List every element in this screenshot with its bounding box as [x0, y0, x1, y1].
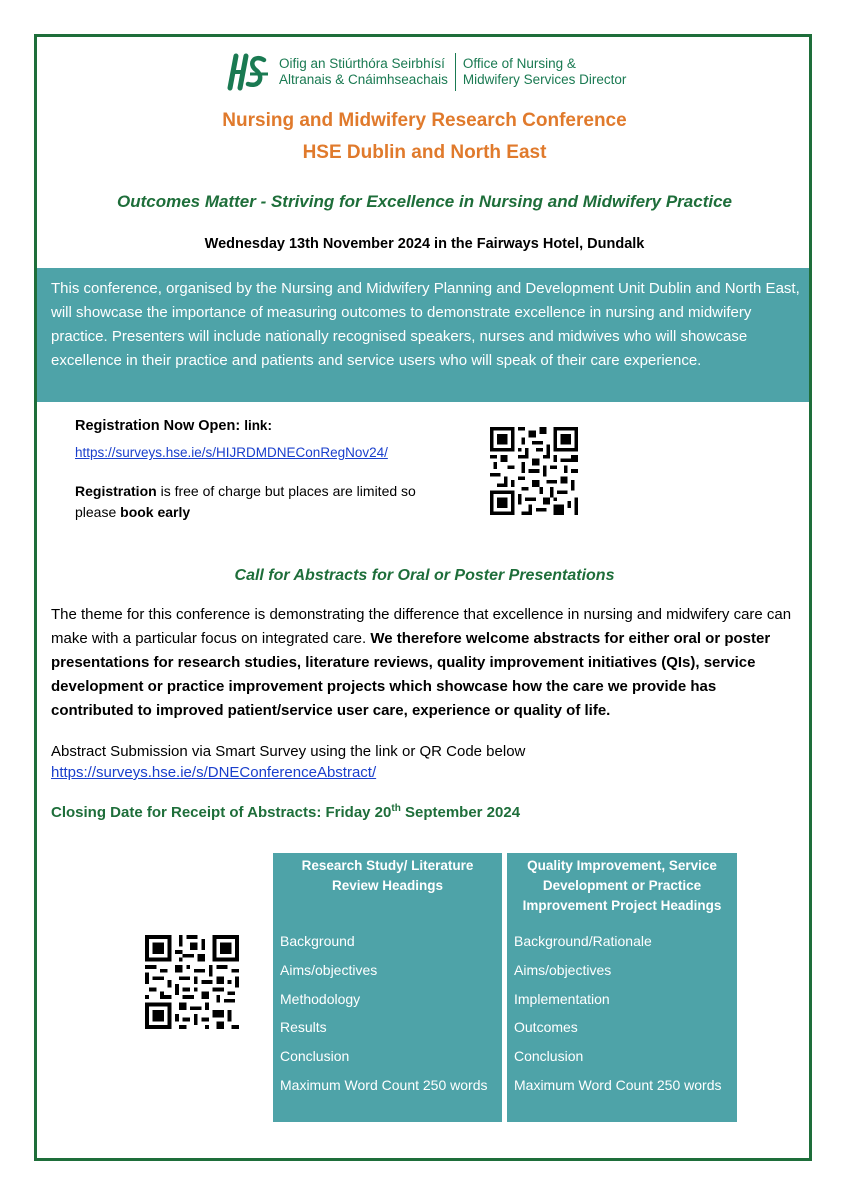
qi-heading-item: Outcomes	[514, 1019, 578, 1035]
registration-qr-code[interactable]	[490, 427, 578, 515]
registration-note	[75, 481, 435, 523]
abstract-submission-link[interactable]: https://surveys.hse.ie/s/DNEConferenceAbstract/	[51, 764, 377, 781]
intro-text: This conference, organised by the Nursing and Midwifery Planning and Development Unit Dublin and North East, will showcase the importance of measuring outcomes to demonstrate excellence in nursing and midwifery practice. Presenters will include nationally recognised speakers, nurses and midwives who will showcase excellence in their practice and patients and service users who will speak of their care experience.	[51, 280, 800, 369]
conference-title: Nursing and Midwifery Research Conference	[222, 110, 627, 131]
logo-english-text	[463, 56, 627, 88]
research-heading-item: Conclusion	[280, 1048, 350, 1064]
closing-date-sup: th	[391, 803, 401, 814]
research-headings-title: Research Study/ Literature Review Headings	[301, 858, 474, 893]
logo-english-line1: Office of Nursing &	[462, 56, 576, 71]
hse-logo	[226, 52, 626, 92]
registration-heading-text: Registration Now Open:	[75, 418, 241, 434]
abstract-qr-code[interactable]	[145, 935, 239, 1029]
theme-paragraph	[51, 603, 801, 723]
qi-headings-title: Quality Improvement, Service Development or Practice Improvement Project Headings	[522, 858, 722, 913]
registration-note-bold: Registration	[75, 483, 157, 499]
research-headings-column	[273, 853, 502, 1122]
qi-headings-column	[507, 853, 737, 1122]
research-heading-item: Background	[280, 933, 355, 949]
closing-date	[51, 803, 520, 821]
logo-irish-line1: Oifig an Stiúrthóra Seirbhísí	[279, 56, 445, 71]
registration-link-label: link:	[244, 418, 272, 433]
logo-english-line2: Midwifery Services Director	[462, 72, 627, 87]
qi-heading-item: Background/Rationale	[514, 933, 652, 949]
conference-region: HSE Dublin and North East	[302, 142, 547, 163]
conference-date-venue: Wednesday 13th November 2024 in the Fairways Hotel, Dundalk	[204, 236, 645, 252]
hse-logo-icon	[226, 52, 271, 92]
research-heading-item: Maximum Word Count 250 words	[280, 1077, 488, 1093]
qi-heading-item: Maximum Word Count 250 words	[514, 1077, 722, 1093]
theme-text: The theme for this conference is demonstrating the difference that excellence in nursing and midwifery care can make with a particular focus on integrated care.	[51, 606, 792, 647]
logo-irish-line2: Altranais & Cnáimhseachais	[279, 72, 448, 87]
conference-theme-title: Outcomes Matter - Striving for Excellence in Nursing and Midwifery Practice	[117, 192, 732, 211]
closing-date-prefix: Closing Date for Receipt of Abstracts: Friday 20	[51, 804, 392, 821]
theme-bold-text: We therefore welcome abstracts for either oral or poster presentations for research studies, literature reviews, quality improvement initiatives (QIs), service development or practice improvement projects which showcase how the care we provide has contributed to improved patient/service user care, experience or quality of life.	[51, 630, 771, 719]
qi-heading-item: Aims/objectives	[514, 962, 612, 978]
research-heading-item: Methodology	[280, 991, 361, 1007]
registration-link[interactable]: https://surveys.hse.ie/s/HIJRDMDNEConRegNov24/	[75, 445, 388, 460]
closing-date-suffix: September 2024	[400, 804, 521, 821]
research-heading-item: Aims/objectives	[280, 962, 378, 978]
call-for-abstracts-heading: Call for Abstracts for Oral or Poster Presentations	[234, 567, 615, 584]
qi-heading-item: Implementation	[514, 991, 610, 1007]
registration-heading	[75, 418, 272, 434]
logo-divider	[455, 53, 456, 91]
registration-note-text: is free of charge but places are limited so please	[75, 483, 416, 520]
research-heading-item: Results	[280, 1019, 327, 1035]
qi-heading-item: Conclusion	[514, 1048, 584, 1064]
registration-note-bold-2: book early	[120, 504, 191, 520]
logo-irish-text	[279, 56, 448, 88]
abstract-submission-text: Abstract Submission via Smart Survey using the link or QR Code below	[51, 743, 526, 760]
